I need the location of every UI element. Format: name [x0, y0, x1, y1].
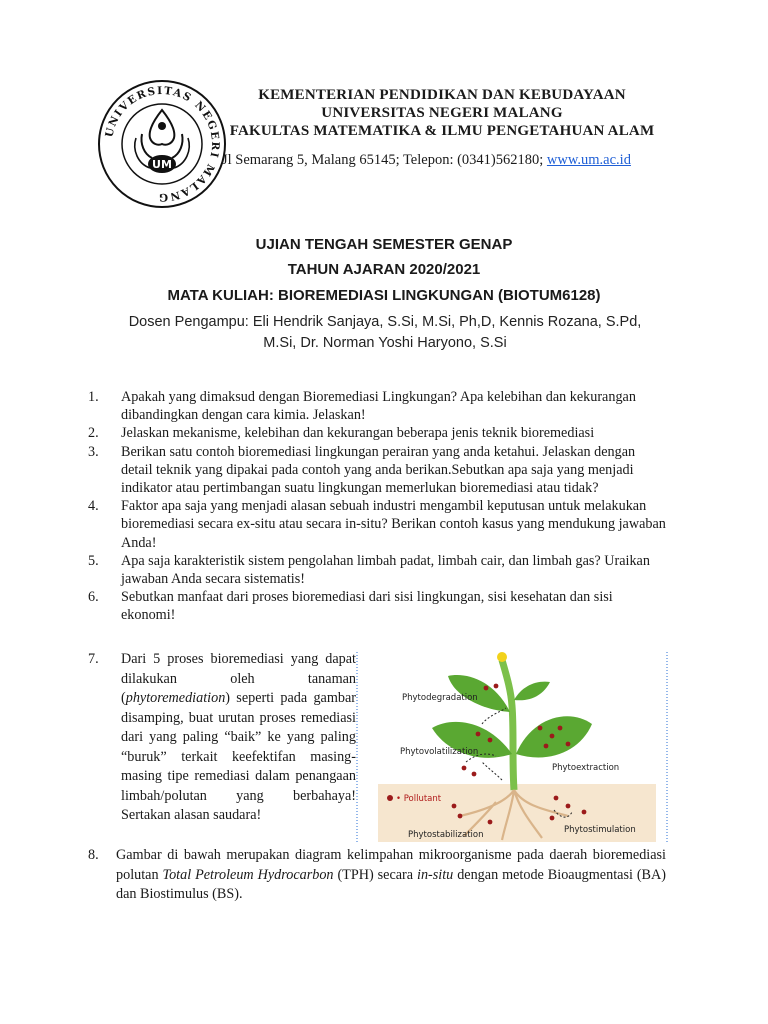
question-7: [88, 650, 356, 826]
pollutant-dot: [538, 726, 543, 731]
pollutant-legend-dot: [387, 795, 393, 801]
question-number: 4.: [88, 498, 99, 515]
pollutant-dot: [566, 804, 571, 809]
university-name: UNIVERSITAS NEGERI MALANG: [321, 105, 563, 121]
lecturer-info: [100, 312, 670, 354]
faculty-name: FAKULTAS MATEMATIKA & ILMU PENGETAHUAN ALAM: [229, 123, 655, 139]
label-pollutant: • Pollutant: [396, 794, 442, 804]
pollutant-dot: [472, 772, 477, 777]
academic-year: TAHUN AJARAN 2020/2021: [287, 261, 481, 278]
q8-italic-term: in-situ: [417, 866, 454, 883]
course-title: MATA KULIAH: BIOREMEDIASI LINGKUNGAN (BIOTUM6128): [167, 287, 601, 304]
question-8: [88, 846, 666, 905]
question-text: Jelaskan mekanisme, kelebihan dan kekurangan beberapa jenis teknik bioremediasi: [121, 425, 595, 442]
lecturer-line-1: Dosen Pengampu: Eli Hendrik Sanjaya, S.Si, M.Si, Ph,D, Kennis Rozana, S.Pd,: [128, 314, 642, 330]
pollutant-dot: [554, 796, 559, 801]
question-text: Apa saja karakteristik sistem pengolahan limbah padat, limbah cair, dan limbah gas? Uraikan jawaban Anda secara sistematis!: [121, 552, 650, 588]
exam-title: UJIAN TENGAH SEMESTER GENAP: [255, 236, 513, 253]
label-phytoextraction: Phytoextraction: [552, 763, 620, 773]
pollutant-dot: [494, 684, 499, 689]
q8-text-part: (TPH) secara: [333, 866, 417, 883]
question-item: [88, 424, 666, 442]
university-logo: [96, 78, 228, 210]
label-phytostimulation: Phytostimulation: [564, 825, 636, 835]
q7-italic-term: phytoremediation: [125, 690, 226, 706]
question-number: 5.: [88, 552, 99, 569]
pollutant-dot: [484, 686, 489, 691]
question-item: [88, 443, 666, 498]
question-text: Faktor apa saja yang menjadi alasan sebuah industri mengambil keputusan untuk melakukan bioremediasi secara ex-situ atau secara in-situ? Berikan contoh kasus yang mendukung jawaban Anda!: [121, 498, 666, 551]
question-number: 6.: [88, 589, 99, 606]
question-text: Apakah yang dimaksud dengan Bioremediasi Lingkungan? Apa kelebihan dan kekurangan dibandingkan dengan cara kimia. Jelaskan!: [121, 389, 636, 424]
pollutant-dot: [582, 810, 587, 815]
question-item: [88, 388, 666, 424]
question-number: 3.: [88, 443, 99, 460]
question-item: [88, 497, 666, 552]
pollutant-dot: [550, 816, 555, 821]
q8-italic-term: Total Petroleum Hydrocarbon: [162, 866, 334, 883]
pollutant-dot: [462, 766, 467, 771]
question-text: [116, 846, 666, 905]
question-number: 1.: [88, 389, 99, 405]
flower: [497, 652, 507, 662]
address-text: Jl Semarang 5, Malang 65145; Telepon: (0341)562180;: [222, 152, 547, 168]
question-number: 8.: [88, 847, 99, 863]
pollutant-dot: [452, 804, 457, 809]
letterhead: [222, 86, 662, 140]
pollutant-dot: [458, 814, 463, 819]
website-link[interactable]: www.um.ac.id: [546, 152, 631, 168]
label-phytodegradation: Phytodegradation: [402, 693, 478, 703]
label-phytostabilization: Phytostabilization: [408, 830, 484, 840]
question-list: [88, 388, 666, 625]
address-line: [222, 152, 682, 169]
q7-text-part: ) seperti pada gambar disamping, buat urutan proses remediasi dari yang paling “baik” ke yang paling “buruk” terkait keefektifan masing-masing tipe remediasi dalam penangaan limbah/polutan yang berbahaya! Sertakan alasan saudara!: [121, 690, 356, 823]
pollutant-dot: [488, 738, 493, 743]
question-item: [88, 552, 666, 588]
pollutant-dot: [566, 742, 571, 747]
pollutant-dot: [550, 734, 555, 739]
logo-ring-text: UNIVERSITAS NEGERI MALANG: [103, 84, 222, 204]
ministry-name: KEMENTERIAN PENDIDIKAN DAN KEBUDAYAAN: [258, 87, 626, 103]
question-number: 7.: [88, 651, 99, 667]
question-text: [121, 650, 356, 826]
pollutant-dot: [558, 726, 563, 731]
q8-text-part: dengan metode Bioaugmentasi (BA) dan Biostimulus (BS).: [116, 866, 666, 902]
pollutant-dot: [476, 732, 481, 737]
logo-center-text: UM: [152, 158, 172, 171]
phytoremediation-figure: [356, 650, 668, 844]
question-text: Berikan satu contoh bioremediasi lingkungan perairan yang anda ketahui. Jelaskan dengan detail teknik yang dipakai pada contoh yang anda berikan.Sebutkan apa saja yang menjadi indikator atau pertimbangan suatu lingkungan memerlukan bioremediasi atau tidak?: [121, 443, 636, 497]
lecturer-line-2: M.Si, Dr. Norman Yoshi Haryono, S.Si: [263, 335, 507, 351]
label-phytovolatilization: Phytovolatilization: [400, 747, 479, 757]
q8-text-part: Gambar di bawah merupakan diagram kelimpahan mikroorganisme pada daerah bioremediasi polutan: [116, 847, 666, 883]
pollutant-dot: [488, 820, 493, 825]
question-text: Sebutkan manfaat dari proses bioremediasi dari sisi lingkungan, sisi kesehatan dan sisi ekonomi!: [121, 589, 613, 624]
q7-text-part: Dari 5 proses bioremediasi yang dapat dilakukan oleh tanaman (: [121, 651, 356, 706]
question-item: [88, 588, 666, 624]
question-number: 2.: [88, 425, 99, 442]
pollutant-dot: [544, 744, 549, 749]
